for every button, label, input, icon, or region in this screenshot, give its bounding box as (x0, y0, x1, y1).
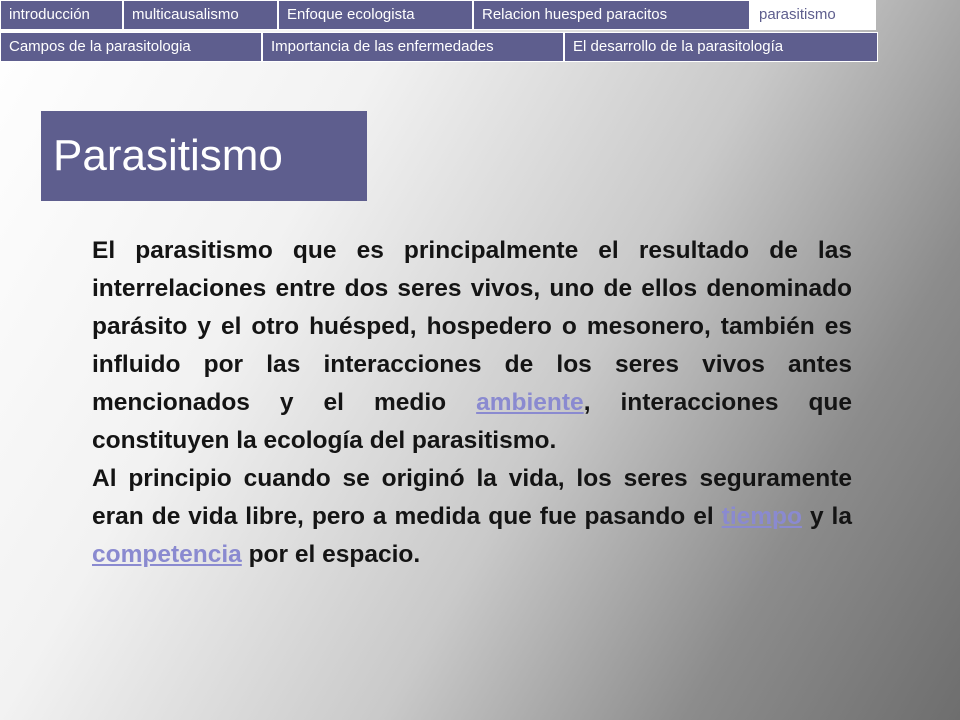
paragraph-2-text-a: Al principio cuando se originó la vida, los seres seguramente eran de vida libre, pero a medida que fue pasando el (92, 465, 852, 530)
link-competencia[interactable]: competencia (92, 541, 242, 568)
tab-relacion-huesped[interactable]: Relacion huesped paracitos (473, 0, 750, 30)
nav-row-secondary (0, 32, 878, 62)
paragraph-1 (92, 232, 852, 460)
paragraph-2-text-b: y la (801, 503, 852, 530)
slide-title: Parasitismo (41, 111, 367, 201)
tab-importancia-enfermedades[interactable]: Importancia de las enfermedades (262, 32, 564, 62)
tab-desarrollo-parasitologia[interactable]: El desarrollo de la parasitología (564, 32, 878, 62)
paragraph-1-text-a: El parasitismo que es principalmente el resultado de las interrelaciones entre dos seres vivos, uno de ellos denominado parásito y el otro huésped, hospedero o mesonero, también es influido por las interacciones de los seres vivos antes mencionados y el medio (92, 237, 852, 416)
nav-row-primary (0, 0, 876, 30)
slide-body (92, 232, 852, 574)
link-ambiente[interactable]: ambiente (476, 389, 584, 416)
tab-parasitismo[interactable]: parasitismo (750, 0, 876, 30)
paragraph-2-text-c: por el espacio. (241, 541, 421, 568)
tab-enfoque-ecologista[interactable]: Enfoque ecologista (278, 0, 473, 30)
tab-introduccion[interactable]: introducción (0, 0, 123, 30)
tab-campos-parasitologia[interactable]: Campos de la parasitologia (0, 32, 262, 62)
link-tiempo[interactable]: tiempo (721, 503, 802, 530)
paragraph-2 (92, 460, 852, 574)
paragraph-1-text-b: , interacciones que constituyen la ecología del parasitismo. (92, 389, 853, 454)
tab-multicausalismo[interactable]: multicausalismo (123, 0, 278, 30)
